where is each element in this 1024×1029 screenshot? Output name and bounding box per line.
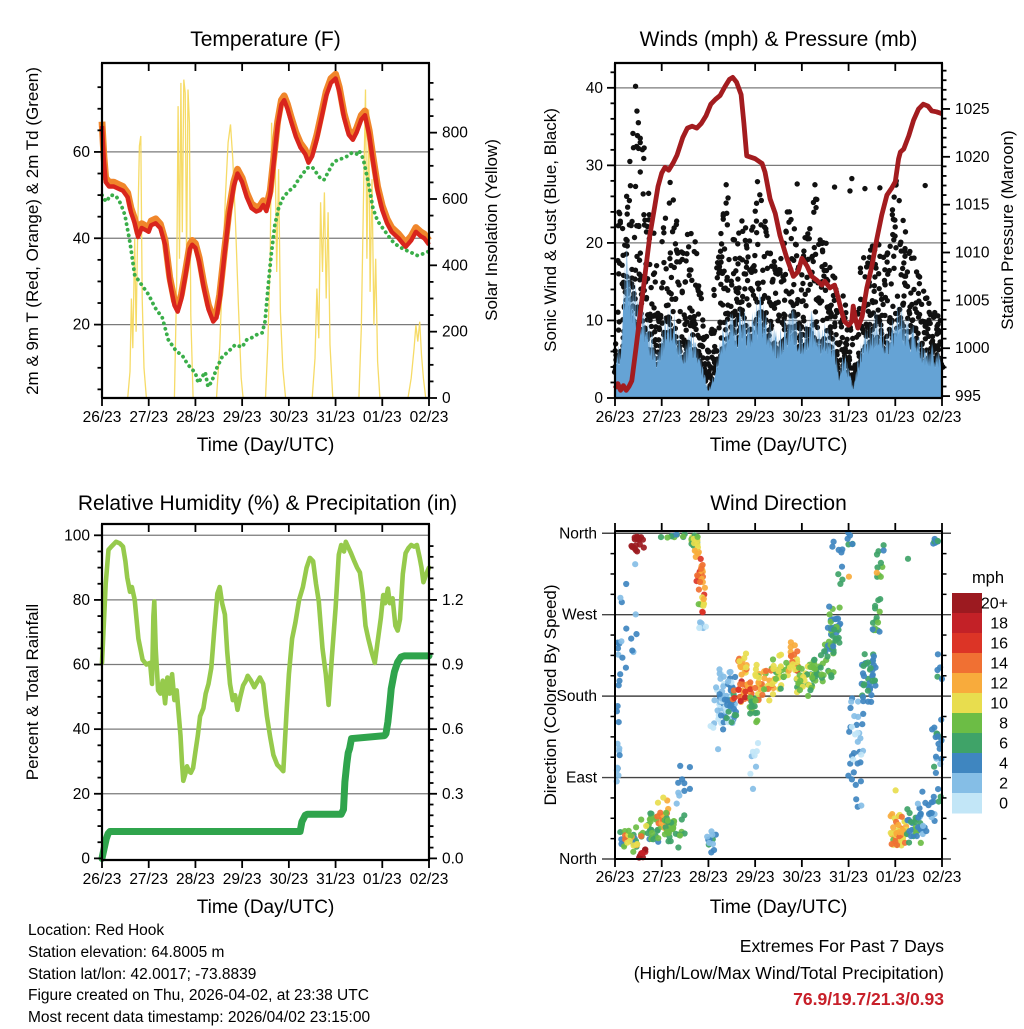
wind-direction-dots [614, 530, 945, 861]
winds-ylabel-left: Sonic Wind & Gust (Blue, Black) [541, 108, 560, 352]
x-tick-label: 02/23 [409, 409, 449, 426]
temperature-xlabel: Time (Day/UTC) [196, 435, 335, 456]
x-tick-label: 30/23 [269, 871, 309, 888]
colorbar-tick-label: 6 [999, 735, 1008, 753]
winds-pressure-title: Winds (mph) & Pressure (mb) [639, 28, 918, 51]
x-tick-label: 29/23 [735, 869, 775, 886]
colorbar-segment [952, 753, 982, 774]
x-tick-label: 31/23 [316, 409, 355, 426]
x-tick-label: 26/23 [595, 869, 635, 886]
y-tick-label: 995 [955, 388, 981, 406]
colorbar-segment [952, 773, 982, 794]
humidity-xlabel: Time (Day/UTC) [196, 897, 335, 918]
colorbar-title: mph [971, 569, 1005, 587]
wind-direction-axis-labels [556, 525, 597, 868]
colorbar-tick-label: 8 [999, 715, 1008, 733]
colorbar-segment [952, 793, 982, 814]
y-ticks [611, 72, 616, 382]
x-tick-label: 29/23 [735, 409, 775, 426]
y-tick-label: 100 [64, 527, 90, 545]
y-tick-label: 0 [594, 390, 603, 407]
colorbar-tick-label: 10 [990, 695, 1008, 713]
temperature-x-labels [83, 409, 449, 426]
x-tick-label: 28/23 [689, 869, 728, 886]
x-tick-label: 27/23 [642, 409, 682, 426]
colorbar-tick-label: 2 [999, 775, 1008, 793]
y-tick-label: 1020 [955, 148, 990, 166]
wind-direction-x-labels [596, 869, 962, 886]
x-tick-label: 27/23 [129, 871, 169, 888]
station-location: Location: Red Hook [28, 922, 165, 939]
y-tick-label: 0 [81, 850, 90, 868]
extremes-block [634, 933, 944, 1013]
colorbar-tick-label: 14 [990, 655, 1008, 673]
y-tick-label: 1025 [955, 100, 990, 118]
x-tick-label: 26/23 [82, 871, 122, 888]
relative-humidity-line [102, 542, 429, 781]
colorbar-segment [952, 653, 982, 674]
colorbar-tick-label: 16 [990, 635, 1008, 653]
x-tick-label: 28/23 [689, 409, 728, 426]
colorbar-tick-label: 0 [999, 795, 1008, 813]
colorbar-tick-label: 12 [990, 675, 1008, 693]
y-tick-label: 0 [442, 390, 451, 407]
y-tick-label: 0.0 [442, 850, 464, 868]
direction-tick-label: East [565, 769, 597, 787]
x-tick-label: 31/23 [829, 409, 868, 426]
colorbar-segment [952, 693, 982, 714]
y-tick-label: 40 [72, 721, 90, 739]
temperature-title: Temperature (F) [190, 28, 341, 51]
y-tick-label: 20 [72, 316, 90, 334]
extremes-subtitle: (High/Low/Max Wind/Total Precipitation) [633, 962, 944, 983]
colorbar-tick-label: 20+ [980, 595, 1008, 613]
station-latlon: Station lat/lon: 42.0017; -73.8839 [28, 965, 257, 983]
x-tick-label: 31/23 [316, 871, 355, 888]
latest-timestamp: Most recent data timestamp: 2026/04/02 23:15:00 [28, 1009, 371, 1027]
y-tick-label: 0.3 [442, 785, 464, 803]
extremes-values: 76.9/19.7/21.3/0.93 [793, 989, 944, 1009]
y-tick-label: 60 [72, 143, 90, 161]
colorbar-segment [952, 673, 982, 694]
direction-tick-label: North [559, 851, 597, 868]
direction-tick-label: West [561, 606, 597, 624]
x-tick-label: 30/23 [782, 869, 822, 886]
humidity-ylabel-left: Percent & Total Rainfall [23, 603, 42, 781]
direction-grid-lines [602, 533, 951, 859]
x-tick-label: 29/23 [222, 871, 262, 888]
y-tick-label: 20 [585, 234, 603, 252]
x-tick-label: 01/23 [875, 409, 915, 426]
y-tick-label: 200 [442, 323, 468, 341]
y-tick-label: 1015 [955, 196, 990, 214]
y-tick-label: 60 [72, 656, 90, 674]
winds-pressure-xlabel: Time (Day/UTC) [709, 435, 848, 456]
y-tick-label: 80 [72, 591, 90, 609]
x-tick-label: 31/23 [829, 869, 868, 886]
temperature-ylabel-left: 2m & 9m T (Red, Orange) & 2m Td (Green) [23, 67, 42, 395]
y-tick-label: 400 [442, 257, 468, 275]
x-tick-label: 30/23 [269, 409, 309, 426]
y-tick-label: 600 [442, 190, 468, 208]
y-tick-label: 10 [585, 312, 603, 330]
colorbar-segment [952, 593, 982, 614]
x-tick-label: 01/23 [362, 871, 402, 888]
y-tick-label: 30 [585, 157, 603, 175]
x-tick-label: 01/23 [362, 409, 402, 426]
colorbar-segment [952, 613, 982, 634]
winds-ylabel-right: Station Pressure (Maroon) [998, 130, 1017, 330]
winds-x-labels [596, 409, 962, 426]
y-ticks [94, 152, 102, 325]
x-tick-label: 28/23 [176, 871, 215, 888]
wind-direction-xlabel: Time (Day/UTC) [709, 897, 848, 918]
direction-tick-label: North [559, 525, 597, 543]
station-info [28, 920, 370, 1029]
humidity-x-labels [83, 871, 449, 888]
colorbar-segment [952, 733, 982, 754]
x-tick-label: 26/23 [595, 409, 635, 426]
x-tick-label: 30/23 [782, 409, 822, 426]
temperature-frame [101, 63, 430, 406]
y-tick-label: 1005 [955, 292, 990, 310]
figure-created: Figure created on Thu, 2026-04-02, at 23:38 UTC [28, 987, 369, 1005]
x-tick-label: 02/23 [922, 869, 962, 886]
y-ticks [429, 600, 437, 858]
wind-direction-title: Wind Direction [710, 492, 847, 515]
y-ticks [429, 133, 437, 398]
wind-direction-ylabel-left: Direction (Colored By Speed) [541, 584, 560, 806]
y-tick-label: 1.2 [442, 591, 464, 609]
colorbar-tick-label: 4 [999, 755, 1008, 773]
x-tick-label: 27/23 [129, 409, 169, 426]
y-tick-label: 0.9 [442, 656, 464, 674]
y-tick-label: 800 [442, 124, 468, 142]
x-tick-label: 26/23 [82, 409, 122, 426]
y-tick-label: 40 [72, 230, 90, 248]
colorbar-segment [952, 633, 982, 654]
x-tick-label: 28/23 [176, 409, 215, 426]
x-tick-label: 02/23 [922, 409, 962, 426]
y-ticks [942, 109, 950, 396]
colorbar-segment [952, 713, 982, 734]
y-tick-label: 40 [585, 79, 603, 97]
y-tick-label: 1000 [955, 340, 990, 358]
x-tick-label: 27/23 [642, 869, 682, 886]
y-tick-label: 20 [72, 785, 90, 803]
x-tick-label: 02/23 [409, 871, 449, 888]
y-tick-label: 1010 [955, 244, 990, 262]
x-tick-label: 29/23 [222, 409, 262, 426]
extremes-title: Extremes For Past 7 Days [739, 936, 944, 956]
temperature-ylabel-right: Solar Insolation (Yellow) [482, 139, 501, 321]
x-tick-label: 01/23 [875, 869, 915, 886]
speed-colorbar [952, 569, 1008, 814]
humidity-precip-title: Relative Humidity (%) & Precipitation (in) [77, 492, 458, 515]
colorbar-tick-label: 18 [990, 615, 1008, 633]
station-elevation: Station elevation: 64.8005 m [28, 943, 225, 961]
y-tick-label: 0.6 [442, 721, 464, 739]
direction-tick-label: South [556, 688, 597, 706]
